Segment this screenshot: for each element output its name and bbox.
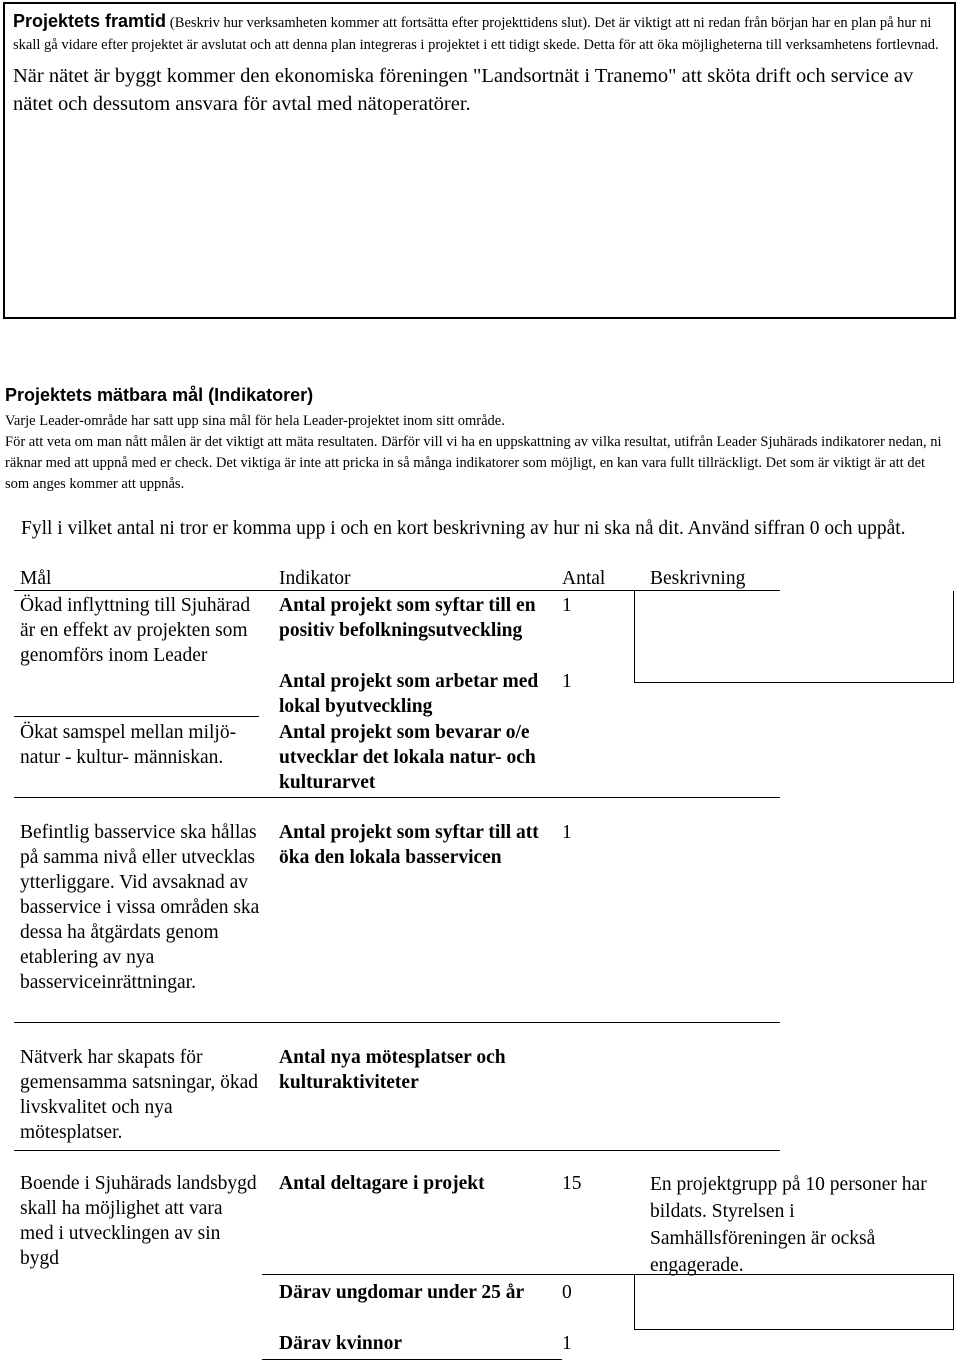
indikator-cell-7: Därav ungdomar under 25 år xyxy=(279,1282,525,1303)
header-antal: Antal xyxy=(562,568,606,589)
table-header-border xyxy=(14,566,780,591)
beskrivning-box-7 xyxy=(634,1274,954,1330)
mal-cell-6: Boende i Sjuhärads landsbygd skall ha möjlighet att vara med i utvecklingen av sin bygd xyxy=(20,1173,257,1269)
row-3-border xyxy=(14,718,780,798)
mal-cell-4: Befintlig basservice ska hållas på samma nivå eller utvecklas ytterliggare. Vid avsaknad av basservice i vissa områden ska dessa ha åtgärdats genom etablering av nya basserviceinrättningar. xyxy=(20,822,260,993)
header-mal: Mål xyxy=(20,568,52,589)
framtid-box xyxy=(3,2,956,319)
framtid-paren: ( xyxy=(166,15,175,31)
indikator-cell-3: Antal projekt som bevarar o/e utvecklar det lokala natur- och kulturarvet xyxy=(279,722,536,793)
table-instruction: Fyll i vilket antal ni tror er komma upp i och en kort beskrivning av hur ni ska nå dit. Använd siffran 0 och uppåt. xyxy=(21,518,906,539)
row-8-border xyxy=(262,1330,562,1360)
header-beskrivning: Beskrivning xyxy=(650,568,746,589)
framtid-instruction: Beskriv hur verksamheten kommer att fortsätta efter projekttidens slut). Det är viktigt att ni redan från början har en plan på hur ni skall gå vidare efter projektet är avslutat och att denna plan integreras i projektet i ett tidigt skede. Detta för att öka möjligheterna till verksamhetens fortlevnad. xyxy=(13,15,939,53)
row-5-border xyxy=(14,1023,780,1151)
row-4-border xyxy=(14,798,780,1023)
indikator-cell-1: Antal projekt som syftar till en positiv befolkningsutveckling xyxy=(279,595,536,641)
mal-cell-3: Ökat samspel mellan miljö- natur - kultur- människan. xyxy=(20,722,237,768)
mal-box-1 xyxy=(14,591,259,717)
antal-cell-2[interactable]: 1 xyxy=(562,671,572,692)
matbara-title: Projektets mätbara mål (Indikatorer) xyxy=(5,385,314,405)
antal-cell-6[interactable]: 15 xyxy=(562,1173,582,1194)
framtid-title: Projektets framtid xyxy=(13,11,167,31)
matbara-text xyxy=(5,411,950,495)
indikator-cell-8: Därav kvinnor xyxy=(279,1333,402,1354)
header-indikator: Indikator xyxy=(279,568,351,589)
beskrivning-cell-6[interactable]: En projektgrupp på 10 personer har bildats. Styrelsen i Samhällsföreningen är också engagerade. xyxy=(650,1174,927,1276)
framtid-answer[interactable]: När nätet är byggt kommer den ekonomiska föreningen "Landsortnät i Tranemo" att sköta drift och service av nätet och dessutom ansvara för avtal med nätoperatörer. xyxy=(13,65,914,115)
antal-cell-4[interactable]: 1 xyxy=(562,822,572,843)
mal-cell-1: Ökad inflyttning till Sjuhärad är en effekt av projekten som genomförs inom Leader xyxy=(20,595,251,666)
mal-cell-5: Nätverk har skapats för gemensamma satsningar, ökad livskvalitet och nya mötesplatser. xyxy=(20,1047,259,1143)
antal-cell-7[interactable]: 0 xyxy=(562,1282,572,1303)
matbara-line-2: För att veta om man nått målen är det viktigt att mäta resultaten. Därför vill vi ha en uppskattning av vilka resultat, utifrån Leader Sjuhärads indikatorer nedan, ni räknar med att uppnå med er check. Det viktiga är inte att pricka in så många indikatorer som möjligt, en kan vara fullt tillräckligt. Det som är viktigt är att det som anges kommer att uppnås. xyxy=(5,434,942,492)
antal-cell-1[interactable]: 1 xyxy=(562,595,572,616)
indikator-cell-5: Antal nya mötesplatser och kulturaktiviteter xyxy=(279,1047,506,1093)
indikator-cell-6: Antal deltagare i projekt xyxy=(279,1173,485,1194)
matbara-line-1: Varje Leader-område har satt upp sina mål för hela Leader-projektet inom sitt område. xyxy=(5,413,505,429)
framtid-header xyxy=(13,10,946,56)
indikator-cell-2: Antal projekt som arbetar med lokal byutveckling xyxy=(279,671,539,717)
indikator-cell-4: Antal projekt som syftar till att öka den lokala basservicen xyxy=(279,822,539,868)
antal-cell-8[interactable]: 1 xyxy=(562,1333,572,1354)
beskrivning-box-1 xyxy=(634,591,954,683)
